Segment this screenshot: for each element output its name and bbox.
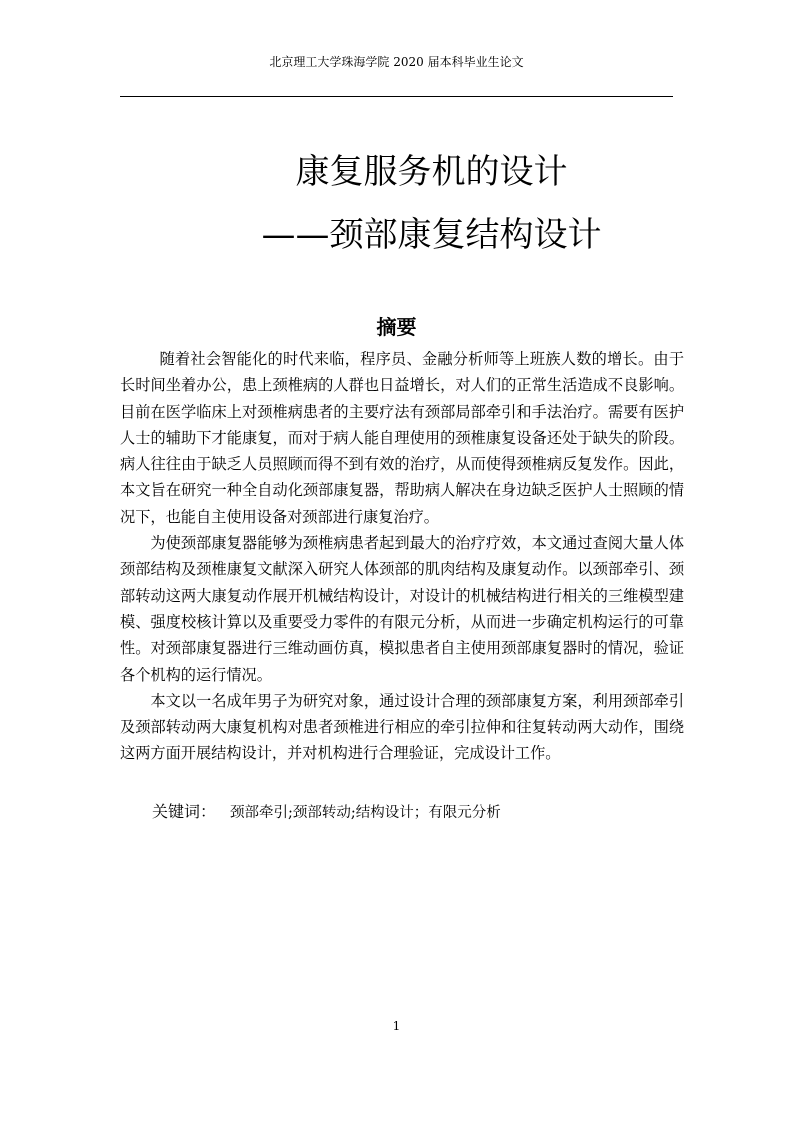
keywords-text: 颈部牵引;颈部转动;结构设计；有限元分析	[230, 805, 501, 821]
abstract-paragraph-1: 随着社会智能化的时代来临，程序员、金融分析师等上班族人数的增长。由于长时间坐着办公，患上颈椎病的人群也日益增长，对人们的正常生活造成不良影响。目前在医学临床上对颈椎病患者的主要疗法有颈部局部牵引和手法治疗。需要有医护人士的辅助下才能康复，而对于病人能自理使用的颈椎康复设备还处于缺失的阶段。病人往往由于缺乏人员照顾而得不到有效的治疗，从而使得颈椎病反复发作。因此，本文旨在研究一种全自动化颈部康复器，帮助病人解决在身边缺乏医护人士照顾的情况下，也能自主使用设备对颈部进行康复治疗。	[120, 350, 684, 526]
keywords-label: 关键词：	[152, 802, 217, 821]
thesis-title: 康复服务机的设计	[295, 152, 568, 192]
keywords-line	[152, 799, 692, 826]
abstract-body	[120, 346, 684, 767]
page-header: 北京理工大学珠海学院 2020 届本科毕业生论文	[269, 55, 524, 69]
abstract-paragraph-2: 为使颈部康复器能够为颈椎病患者起到最大的治疗疗效，本文通过查阅大量人体颈部结构及颈椎康复文献深入研究人体颈部的肌肉结构及康复动作。以颈部牵引、颈部转动这两大康复动作展开机械结构设计，对设计的机械结构进行相关的三维模型建模、强度校核计算以及重要受力零件的有限元分析，从而进一步确定机构运行的可靠性。对颈部康复器进行三维动画仿真，模拟患者自主使用颈部康复器时的情况，验证各个机构的运行情况。	[120, 534, 684, 684]
abstract-paragraph-3: 本文以一名成年男子为研究对象，通过设计合理的颈部康复方案，利用颈部牵引及颈部转动两大康复机构对患者颈椎进行相应的牵引拉伸和往复转动两大动作，围绕这两方面开展结构设计，并对机构进行合理验证，完成设计工作。	[120, 691, 684, 763]
thesis-subtitle: ——颈部康复结构设计	[261, 215, 602, 255]
abstract-heading: 摘要	[376, 315, 417, 339]
page-number: 1	[392, 1019, 401, 1033]
header-divider	[120, 96, 673, 97]
